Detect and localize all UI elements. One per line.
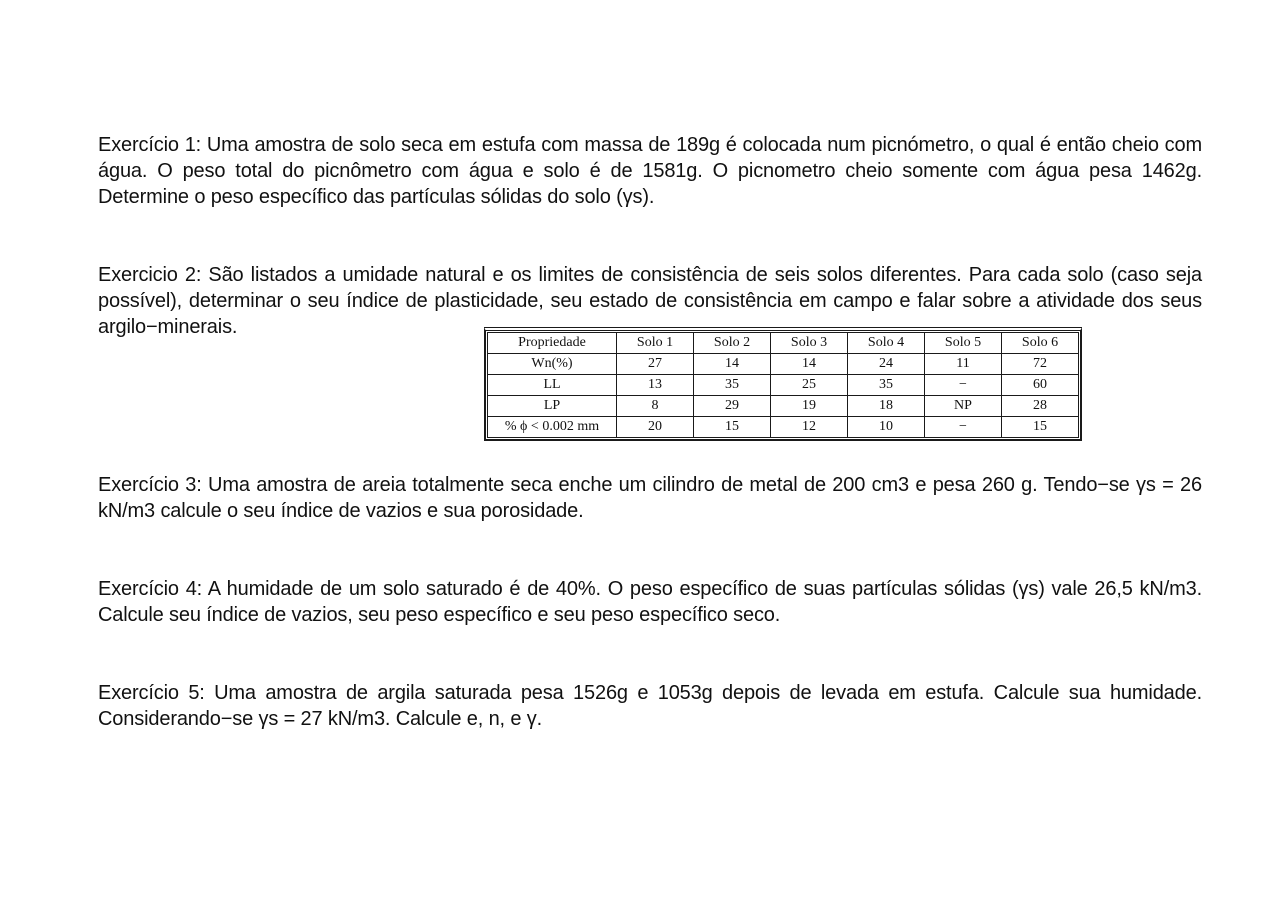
document-page xyxy=(98,0,1202,905)
table-cell: 72 xyxy=(1002,354,1079,375)
table-header-cell: Solo 3 xyxy=(771,333,848,354)
table-header-cell: Solo 5 xyxy=(925,333,1002,354)
table-cell: 18 xyxy=(848,396,925,417)
table-cell: 10 xyxy=(848,417,925,438)
table-cell: 12 xyxy=(771,417,848,438)
table-cell: 15 xyxy=(1002,417,1079,438)
table-cell: 19 xyxy=(771,396,848,417)
exercise-2-text: Exercicio 2: São listados a umidade natural e os limites de consistência de seis solos diferentes. Para cada solo (caso seja possível), determinar o seu índice de plasticidade, seu estado de consistência em campo e falar sobre a atividade dos seus argilo−minerais. xyxy=(98,264,1202,338)
table-cell: 35 xyxy=(848,375,925,396)
exercise-3-text: Exercício 3: Uma amostra de areia totalmente seca enche um cilindro de metal de 200 cm3 e pesa 260 g. Tendo−se γs = 26 kN/m3 calcule o seu índice de vazios e sua porosidade. xyxy=(98,474,1202,522)
table-cell: − xyxy=(925,375,1002,396)
soil-properties-table xyxy=(484,327,1082,441)
table-header-cell: Solo 6 xyxy=(1002,333,1079,354)
table-cell: LL xyxy=(488,375,617,396)
table-cell: 15 xyxy=(694,417,771,438)
table-header-cell: Solo 2 xyxy=(694,333,771,354)
table-cell: 29 xyxy=(694,396,771,417)
table-cell: 35 xyxy=(694,375,771,396)
table-cell: − xyxy=(925,417,1002,438)
table-header-cell: Propriedade xyxy=(488,333,617,354)
table-cell: 20 xyxy=(617,417,694,438)
table-row xyxy=(488,375,1079,396)
exercise-4-text: Exercício 4: A humidade de um solo saturado é de 40%. O peso específico de suas partículas sólidas (γs) vale 26,5 kN/m3. Calcule seu índice de vazios, seu peso específico e seu peso específico seco. xyxy=(98,578,1202,626)
table-header-row xyxy=(488,333,1079,354)
exercise-1-text: Exercício 1: Uma amostra de solo seca em estufa com massa de 189g é colocada num picnómetro, o qual é então cheio com água. O peso total do picnômetro com água e solo é de 1581g. O picnometro cheio somente com água pesa 1462g. Determine o peso específico das partículas sólidas do solo (γs). xyxy=(98,134,1202,208)
exercise-5-text: Exercício 5: Uma amostra de argila saturada pesa 1526g e 1053g depois de levada em estufa. Calcule sua humidade. Considerando−se γs = 27 kN/m3. Calcule e, n, e γ. xyxy=(98,682,1202,730)
table-cell: % ϕ < 0.002 mm xyxy=(488,417,617,438)
table-cell: LP xyxy=(488,396,617,417)
table-cell: 60 xyxy=(1002,375,1079,396)
table-cell: 13 xyxy=(617,375,694,396)
table-cell: 14 xyxy=(771,354,848,375)
table-row xyxy=(488,396,1079,417)
table-cell: Wn(%) xyxy=(488,354,617,375)
table-cell: 11 xyxy=(925,354,1002,375)
table-row xyxy=(488,354,1079,375)
table-cell: 27 xyxy=(617,354,694,375)
table-cell: NP xyxy=(925,396,1002,417)
table-row xyxy=(488,417,1079,438)
table-cell: 14 xyxy=(694,354,771,375)
table-cell: 25 xyxy=(771,375,848,396)
table-header-cell: Solo 1 xyxy=(617,333,694,354)
table-cell: 8 xyxy=(617,396,694,417)
table-header-cell: Solo 4 xyxy=(848,333,925,354)
table-cell: 24 xyxy=(848,354,925,375)
table-cell: 28 xyxy=(1002,396,1079,417)
